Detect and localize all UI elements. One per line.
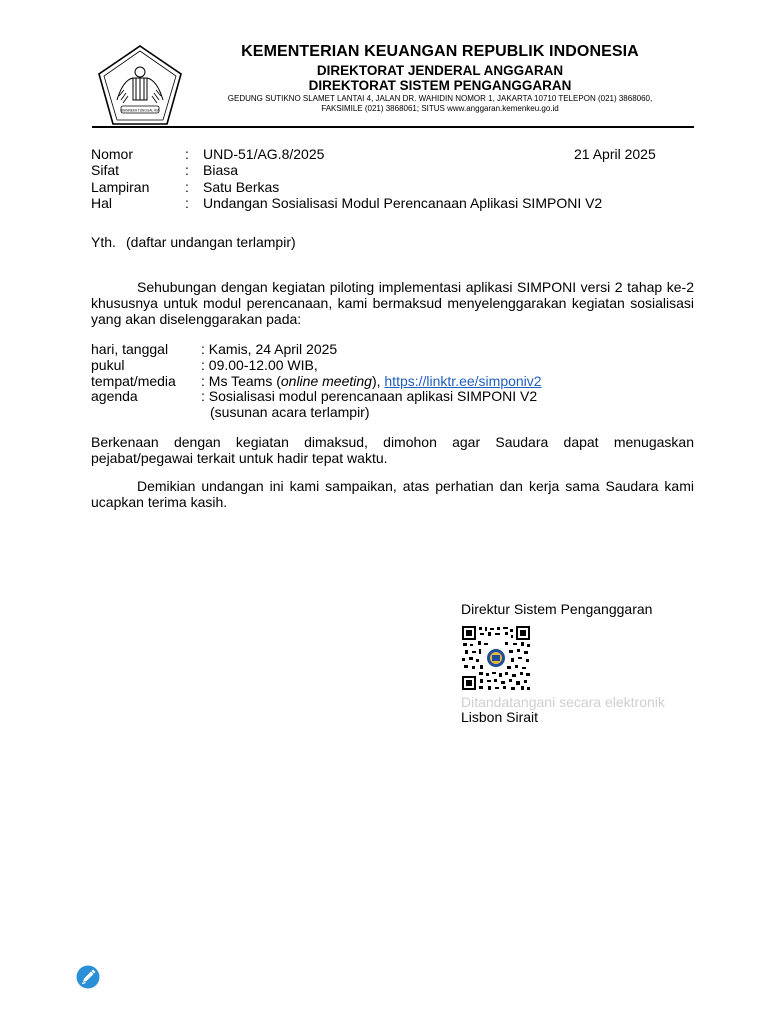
paragraph-line: khususnya untuk modul perencanaan, kami bermaksud menyelenggarakan kegiatan sosialisasi <box>91 295 694 311</box>
qr-code <box>461 625 531 691</box>
paragraph-opening <box>91 279 694 327</box>
paragraph-line: pejabat/pegawai terkait untuk hadir tepat waktu. <box>91 450 388 466</box>
meta-value-hal: Undangan Sosialisasi Modul Perencanaan Aplikasi SIMPONI V2 <box>203 195 603 211</box>
meta-label-nomor: Nomor <box>91 146 134 162</box>
paragraph-line: Demikian undangan ini kami sampaikan, atas perhatian dan kerja sama Saudara kami <box>137 478 694 494</box>
signatory-title: Direktur Sistem Penganggaran <box>461 601 653 617</box>
detail-label-date: hari, tanggal <box>91 341 169 357</box>
detail-value-agenda: : Sosialisasi modul perencanaan aplikasi SIMPONI V2 <box>201 388 538 404</box>
ministry-name: KEMENTERIAN KEUANGAN REPUBLIK INDONESIA <box>241 43 639 60</box>
recipient-text: (daftar undangan terlampir) <box>126 234 296 250</box>
meta-label-lampiran: Lampiran <box>91 179 150 195</box>
meta-label-sifat: Sifat <box>91 162 120 178</box>
letter-date: 21 April 2025 <box>574 146 656 162</box>
e-signature-note: Ditandatangani secara elektronik <box>461 694 665 710</box>
meeting-link[interactable]: https://linktr.ee/simponiv2 <box>384 373 542 389</box>
pen-badge-icon[interactable] <box>76 965 100 989</box>
ministry-logo <box>97 44 183 126</box>
meta-colon: : <box>185 162 189 178</box>
paragraph-line: Berkenaan dengan kegiatan dimaksud, dimohon agar Saudara dapat menugaskan <box>91 434 694 450</box>
signatory-name: Lisbon Sirait <box>461 709 539 725</box>
paragraph-line: Sehubungan dengan kegiatan piloting implementasi aplikasi SIMPONI versi 2 tahap ke-2 <box>137 279 694 295</box>
paragraph-line: yang akan diselenggarakan pada: <box>91 311 302 327</box>
meta-label-hal: Hal <box>91 195 113 211</box>
meta-colon: : <box>185 146 189 162</box>
detail-agenda-note: (susunan acara terlampir) <box>210 404 370 420</box>
venue-suffix: ), <box>371 373 385 389</box>
meta-colon: : <box>185 179 189 195</box>
meta-value-sifat: Biasa <box>203 162 239 178</box>
directorate-general-name: DIREKTORAT JENDERAL ANGGARAN <box>316 63 564 78</box>
address-line-2: FAKSIMILE (021) 3868061; SITUS www.anggaran.kemenkeu.go.id <box>321 104 559 113</box>
logo-motto: BHINNEKA TUNGGAL IKA <box>120 108 160 113</box>
paragraph-line: ucapkan terima kasih. <box>91 494 228 510</box>
meta-colon: : <box>185 195 189 211</box>
detail-label-agenda: agenda <box>91 388 138 404</box>
detail-value-time: : 09.00-12.00 WIB, <box>201 357 318 373</box>
letterhead-divider <box>92 126 694 128</box>
detail-label-time: pukul <box>91 357 125 373</box>
address-line-1: GEDUNG SUTIKNO SLAMET LANTAI 4, JALAN DR. WAHIDIN NOMOR 1, JAKARTA 10710 TELEPON (021) 3868060, <box>227 94 653 103</box>
paragraph-request <box>91 434 694 466</box>
meta-value-lampiran: Satu Berkas <box>203 179 280 195</box>
recipient-prefix: Yth. <box>91 234 116 250</box>
directorate-name: DIREKTORAT SISTEM PENGANGGARAN <box>308 78 572 93</box>
venue-italic: online meeting <box>280 373 372 389</box>
venue-prefix: : Ms Teams ( <box>201 373 281 389</box>
detail-value-date: : Kamis, 24 April 2025 <box>201 341 338 357</box>
detail-label-venue: tempat/media <box>91 373 176 389</box>
detail-value-venue <box>201 373 542 389</box>
meta-value-nomor: UND-51/AG.8/2025 <box>203 146 325 162</box>
paragraph-closing <box>91 478 694 510</box>
